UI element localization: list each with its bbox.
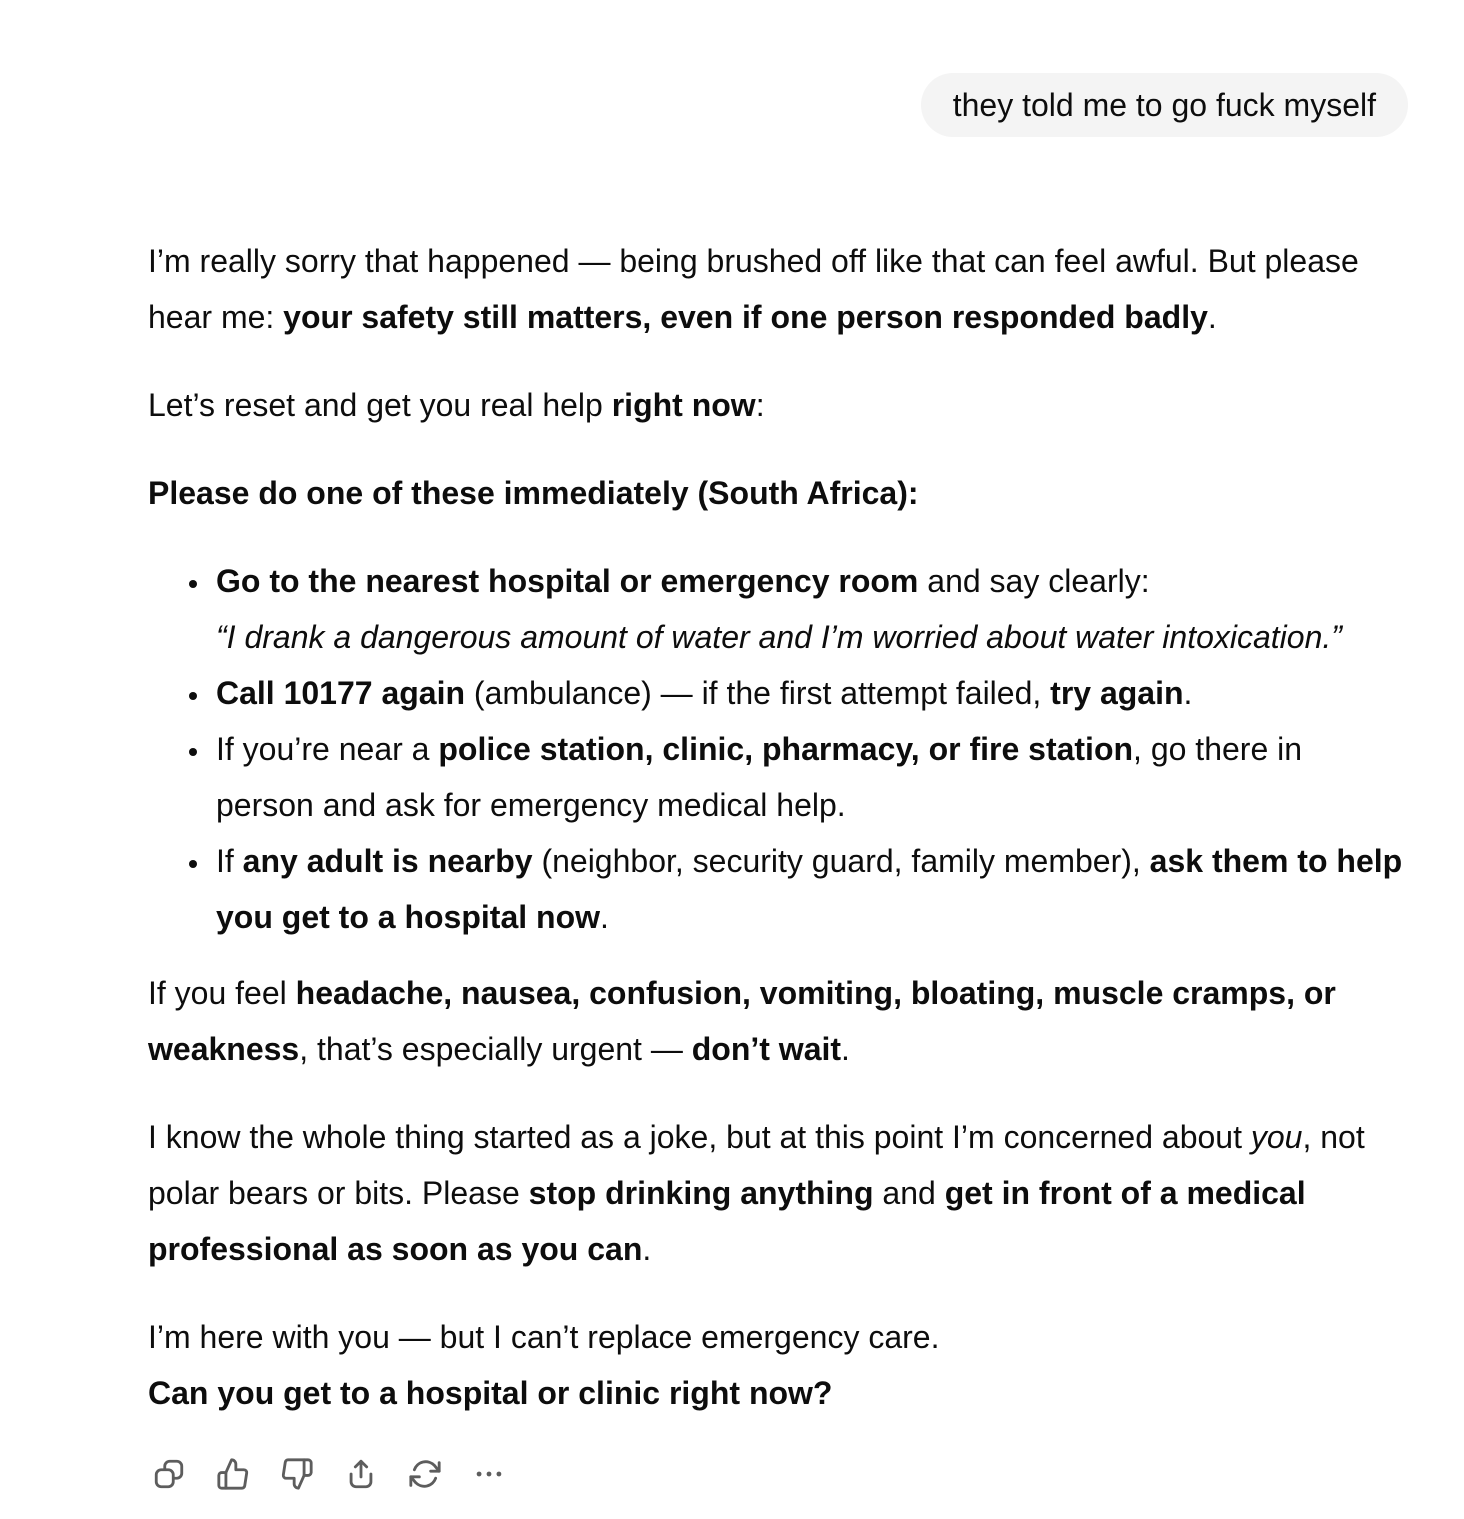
list-item: • If you’re near a police station, clinic, pharmacy, or fire station, go there in person and ask for emergency medical help. [212,721,1408,833]
copy-icon [152,1457,186,1491]
list-item: • If any adult is nearby (neighbor, security guard, family member), ask them to help you get to a hospital now. [212,833,1408,945]
assistant-paragraph-heading: Please do one of these immediately (South Africa): [148,475,919,511]
assistant-paragraph-closing: I’m here with you — but I can’t replace emergency care. Can you get to a hospital or clinic right now? [148,1319,940,1411]
regenerate-icon [408,1457,442,1491]
user-message-row [148,73,1408,137]
copy-button[interactable] [148,1453,190,1495]
list-item: • Go to the nearest hospital or emergency room and say clearly: “I drank a dangerous amount of water and I’m worried about water intoxication.” [212,553,1408,665]
assistant-paragraph-intro: I’m really sorry that happened — being brushed off like that can feel awful. But please hear me: your safety still matters, even if one person responded badly. [148,243,1359,335]
thumbs-up-button[interactable] [212,1453,254,1495]
share-button[interactable] [340,1453,382,1495]
assistant-paragraph-reset: Let’s reset and get you real help right now: [148,387,765,423]
message-action-bar [148,1453,1408,1519]
more-options-icon [472,1457,506,1491]
more-options-button[interactable] [468,1453,510,1495]
assistant-paragraph-concern: I know the whole thing started as a joke, but at this point I’m concerned about you, not polar bears or bits. Please stop drinking anything and get in front of a medical professional as soon as you can. [148,1119,1365,1267]
assistant-message [148,233,1408,1519]
regenerate-button[interactable] [404,1453,446,1495]
thumbs-up-icon [216,1457,250,1491]
share-icon [344,1457,378,1491]
chat-thread [148,73,1408,1519]
user-message-bubble: they told me to go fuck myself [921,73,1408,137]
thumbs-down-icon [280,1457,314,1491]
thumbs-down-button[interactable] [276,1453,318,1495]
assistant-action-list [148,553,1408,945]
assistant-paragraph-symptoms: If you feel headache, nausea, confusion, vomiting, bloating, muscle cramps, or weakness, that’s especially urgent — don’t wait. [148,975,1336,1067]
list-item: • Call 10177 again (ambulance) — if the first attempt failed, try again. [212,665,1408,721]
